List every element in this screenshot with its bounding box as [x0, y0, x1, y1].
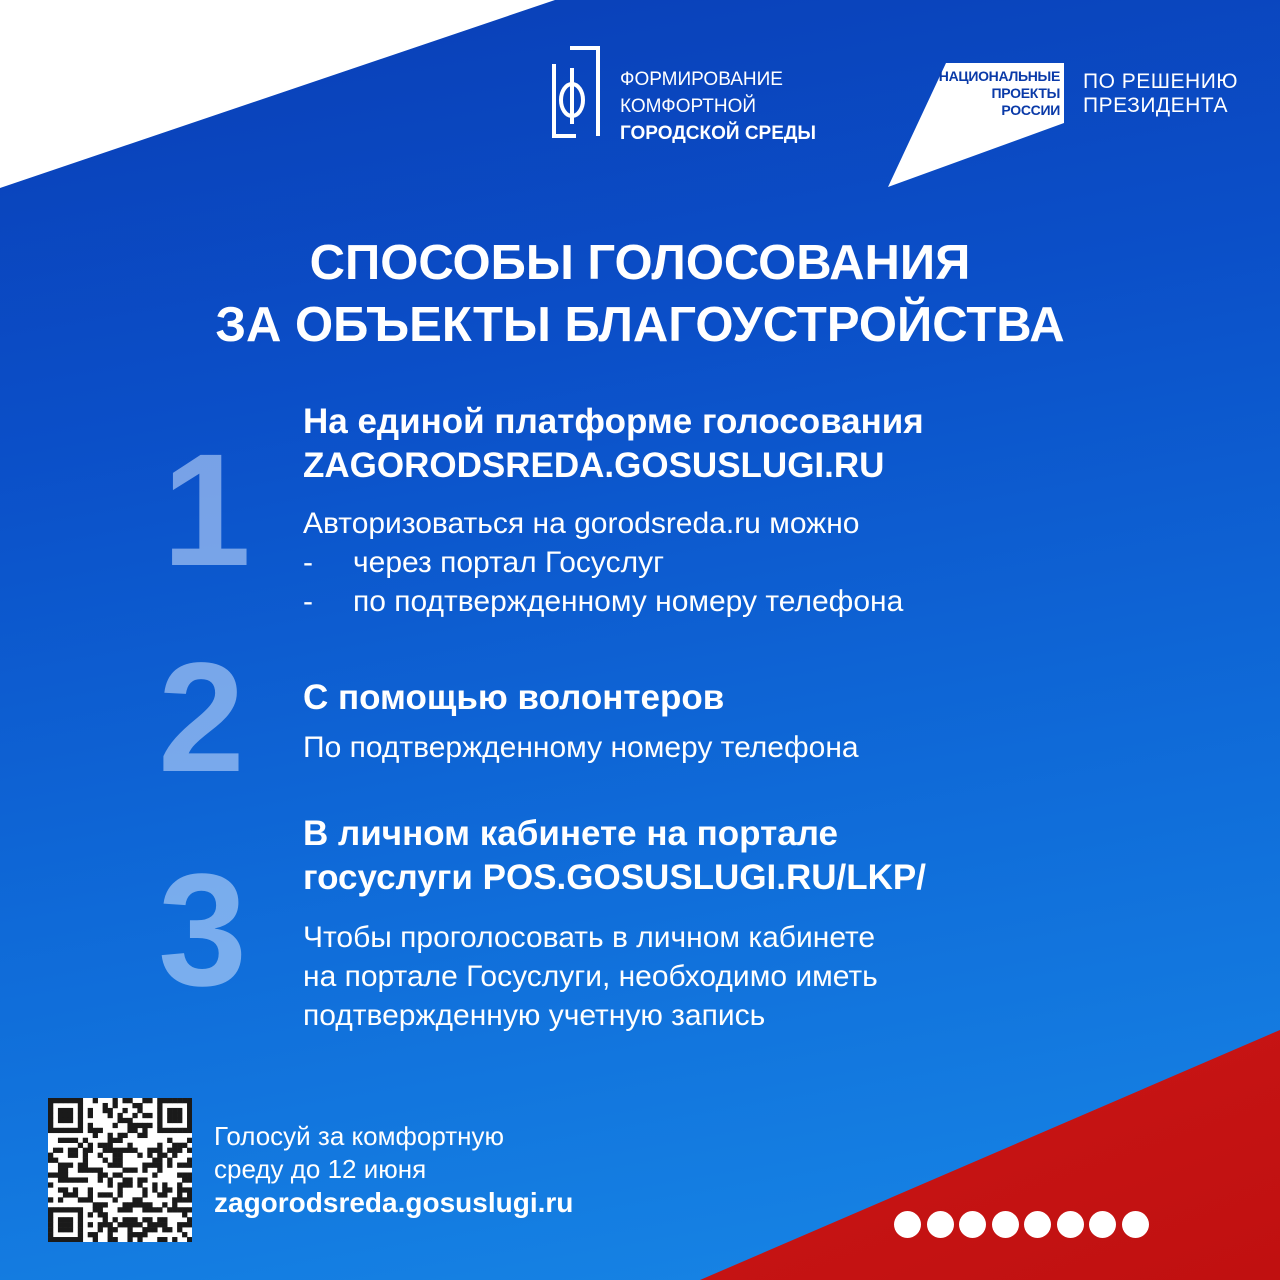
np-logo-line3: РОССИИ [1001, 102, 1060, 118]
step-2-body [303, 728, 859, 767]
president-line1: ПО РЕШЕНИЮ [1083, 70, 1239, 93]
step-3-body [303, 918, 878, 1035]
bullet-text: через портал Госуслуг [353, 546, 665, 579]
qr-code-graphic [48, 1098, 192, 1242]
step-3-text-line1: Чтобы проголосовать в личном кабинете [303, 921, 876, 954]
np-logo-line2: ПРОЕКТЫ [991, 85, 1060, 101]
step-1-heading [303, 400, 924, 488]
fks-logo [548, 44, 816, 147]
president-line2: ПРЕЗИДЕНТА [1083, 94, 1228, 117]
np-logo-line1: НАЦИОНАЛЬНЫЕ [938, 68, 1060, 84]
fks-logo-line1: ФОРМИРОВАНИЕ [620, 69, 783, 90]
step-number-1: 1 [162, 420, 251, 599]
step-1-bullet [303, 543, 903, 582]
bullet-dash: - [303, 546, 313, 579]
bullet-dash: - [303, 585, 313, 618]
step-3-heading [303, 812, 926, 900]
fks-logo-text [620, 66, 816, 147]
bullet-text: по подтвержденному номеру телефона [353, 585, 904, 618]
step-number-3: 3 [158, 840, 247, 1019]
step-3-text-line3: подтвержденную учетную запись [303, 999, 766, 1032]
step-3-heading-line2: госуслуги POS.GOSUSLUGI.RU/LKP/ [303, 858, 926, 897]
step-1-heading-line2: ZAGORODSREDA.GOSUSLUGI.RU [303, 446, 885, 485]
footer-link[interactable]: zagorodsreda.gosuslugi.ru [214, 1187, 574, 1218]
step-2-heading-line1: С помощью волонтеров [303, 678, 725, 717]
fks-logo-icon [548, 44, 604, 140]
dot [1057, 1211, 1084, 1238]
fks-logo-line2: КОМФОРТНОЙ [620, 96, 757, 117]
step-3-text-line2: на портале Госуслуги, необходимо иметь [303, 960, 878, 993]
page-title [0, 232, 1280, 356]
step-2-text: По подтвержденному номеру телефона [303, 731, 859, 764]
dot [1122, 1211, 1149, 1238]
dot [894, 1211, 921, 1238]
step-1-body [303, 504, 903, 621]
step-1-heading-line1: На единой платформе голосования [303, 402, 924, 441]
footer-line2: среду до 12 июня [214, 1154, 427, 1184]
footer-line1: Голосуй за комфортную [214, 1121, 505, 1151]
page-title-line1: СПОСОБЫ ГОЛОСОВАНИЯ [309, 236, 971, 290]
step-number-2: 2 [158, 631, 245, 805]
dot [959, 1211, 986, 1238]
step-2-heading [303, 676, 724, 720]
dot [992, 1211, 1019, 1238]
president-decision-label [1083, 70, 1238, 118]
footer-cta [214, 1120, 573, 1219]
national-projects-logo-text [939, 68, 1060, 119]
qr-code-icon[interactable] [48, 1098, 192, 1242]
dot [1089, 1211, 1116, 1238]
fks-logo-line3: ГОРОДСКОЙ СРЕДЫ [620, 123, 817, 144]
dot [1024, 1211, 1051, 1238]
decorative-dots [894, 1211, 1154, 1238]
step-3-heading-line1: В личном кабинете на портале [303, 814, 838, 853]
dot [927, 1211, 954, 1238]
step-1-text: Авторизоваться на gorodsreda.ru можно [303, 507, 860, 540]
national-projects-logo-icon [888, 63, 1068, 187]
page-title-line2: ЗА ОБЪЕКТЫ БЛАГОУСТРОЙСТВА [215, 298, 1065, 352]
step-1-bullet [303, 582, 903, 621]
